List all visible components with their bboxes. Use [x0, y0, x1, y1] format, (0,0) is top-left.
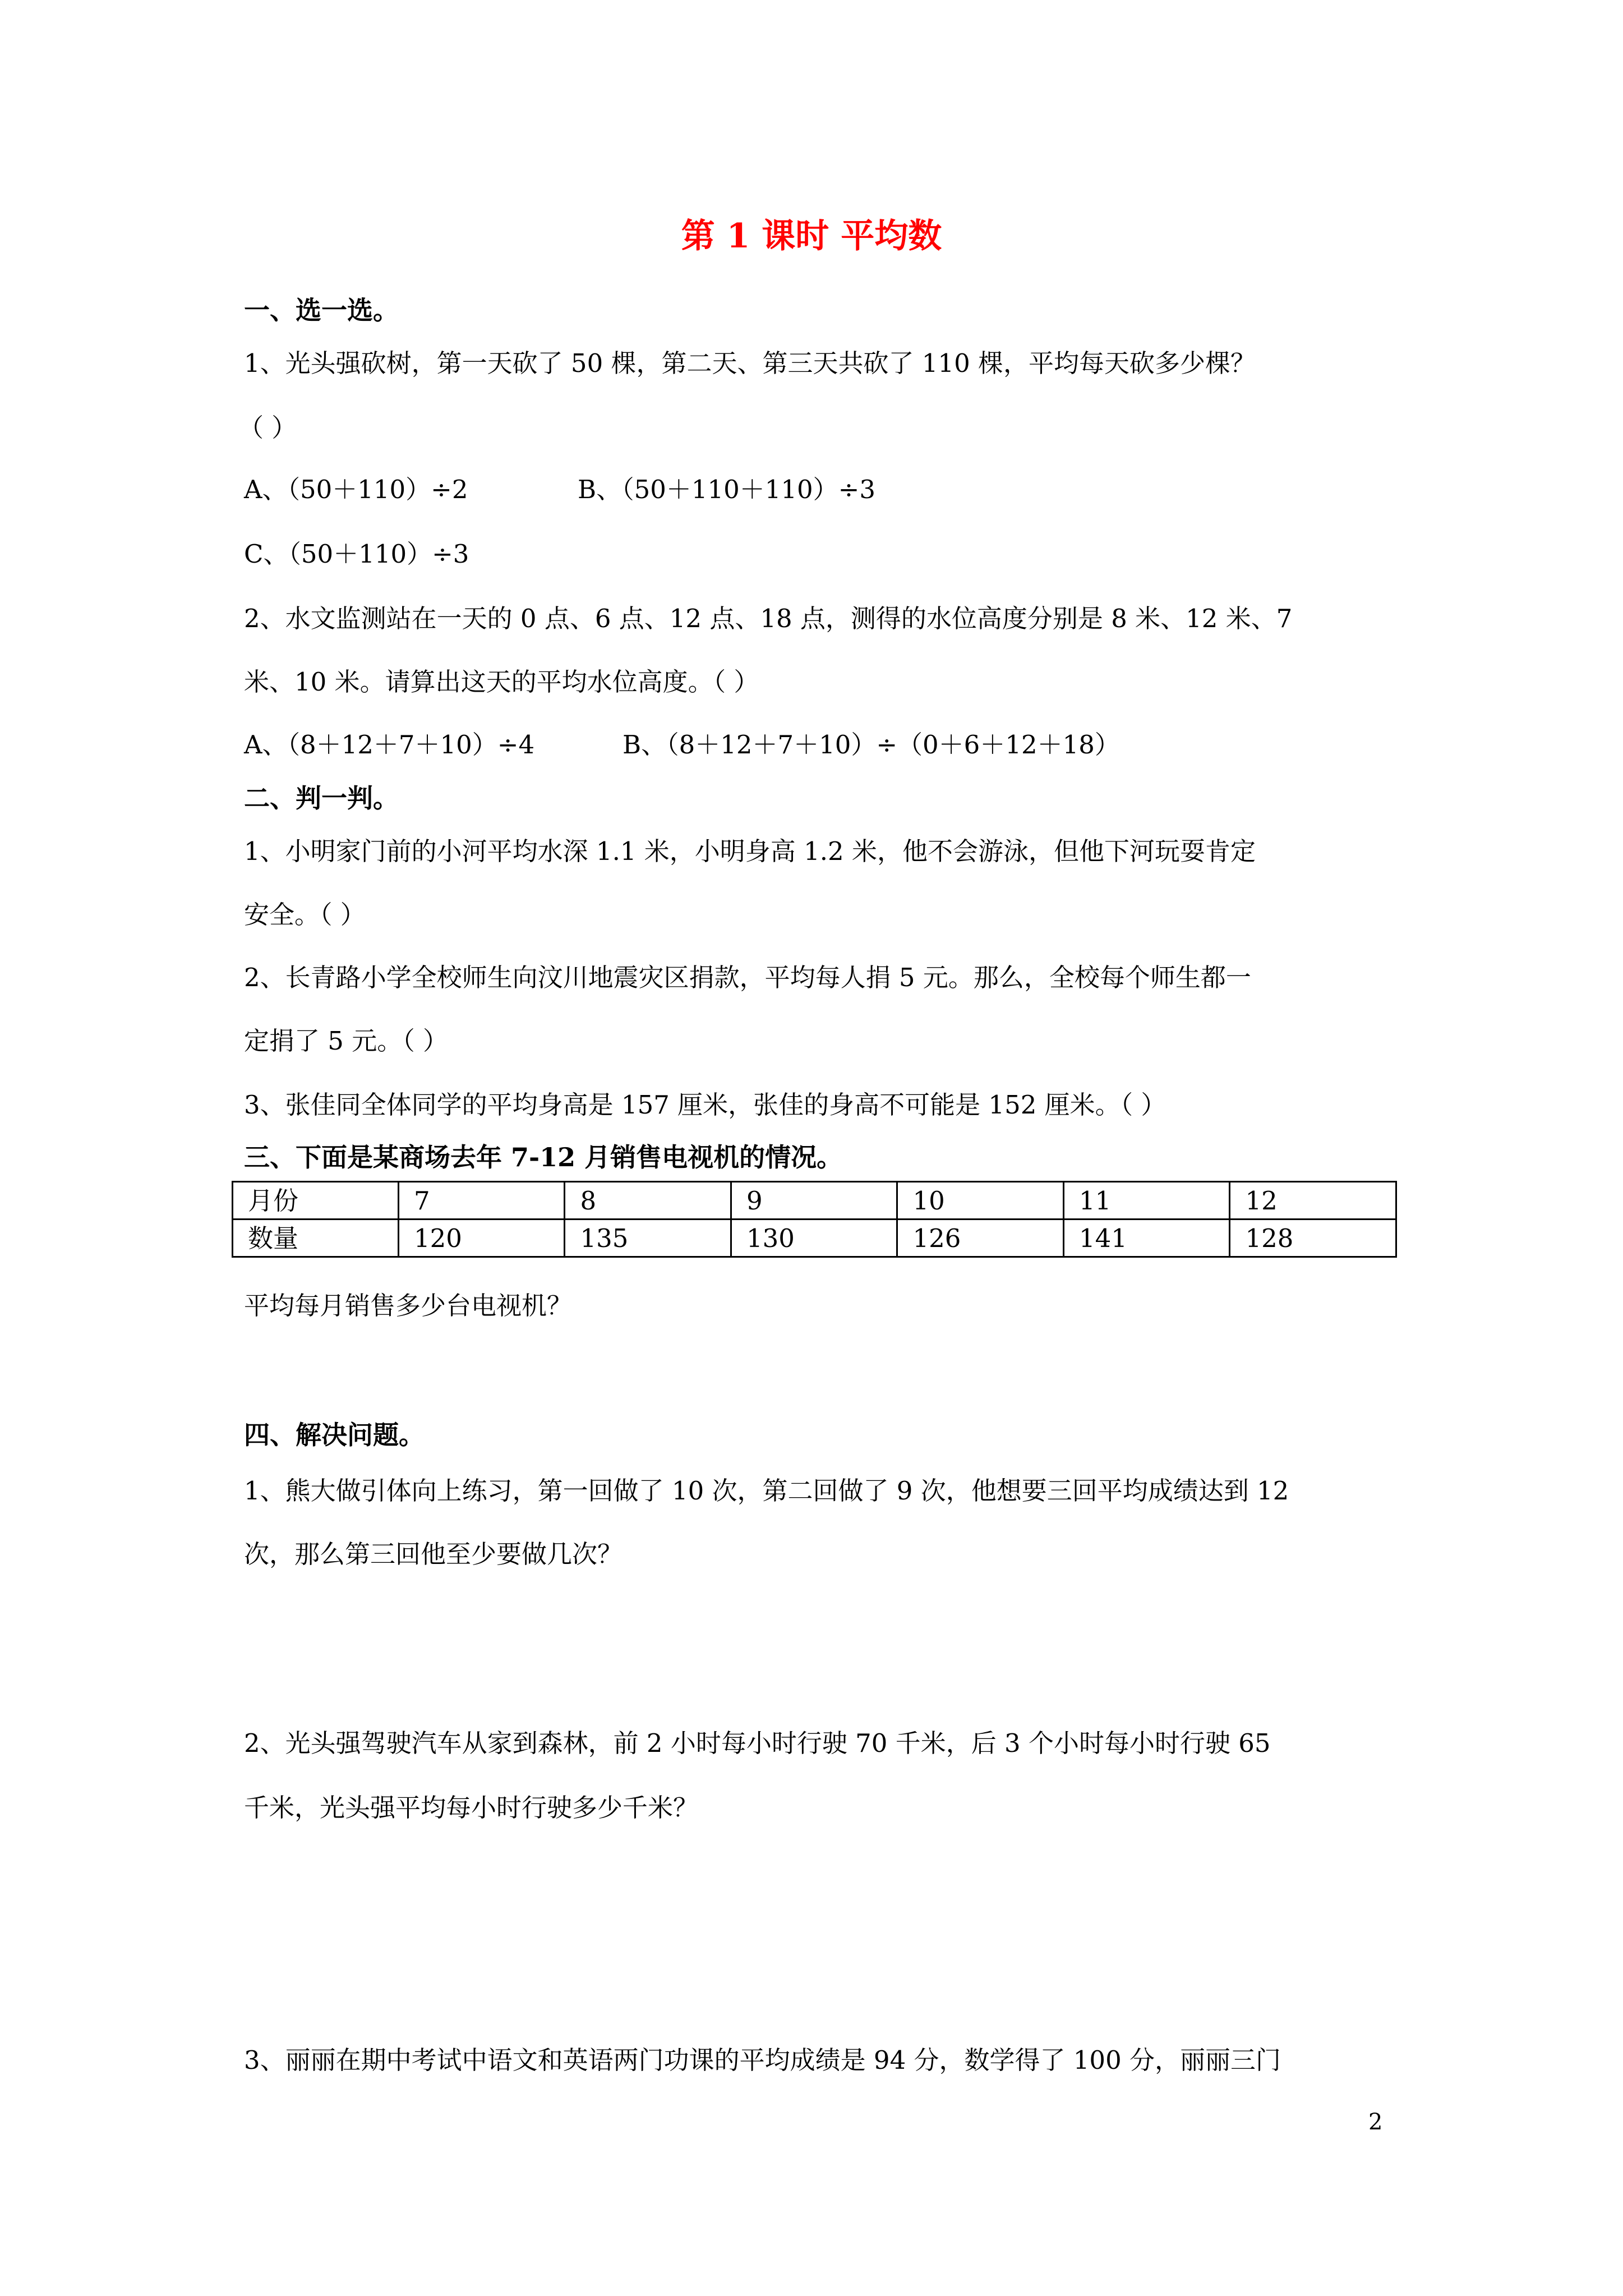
s1-q1-option-c: C、（50＋110）÷3	[244, 539, 469, 569]
table-cell-quantity-label: 数量	[233, 1220, 399, 1257]
section4-heading: 四、解决问题。	[244, 1420, 425, 1450]
s1-q1-option-a: A、（50＋110）÷2	[244, 475, 468, 504]
s1-q1-line1: 1、光头强砍树，第一天砍了 50 棵，第二天、第三天共砍了 110 棵，平均每天砍多少棵？	[244, 348, 1256, 378]
table-cell-quantity: 126	[897, 1220, 1064, 1257]
table-cell-month: 8	[565, 1182, 731, 1220]
table-cell-quantity: 130	[731, 1220, 897, 1257]
s4-q3-line1: 3、丽丽在期中考试中语文和英语两门功课的平均成绩是 94 分，数学得了 100 分，丽丽三门	[244, 2045, 1281, 2075]
section2-heading: 二、判一判。	[244, 783, 399, 813]
table-cell-month: 10	[897, 1182, 1064, 1220]
table-cell-month-label: 月份	[233, 1182, 399, 1220]
table-cell-month: 11	[1063, 1182, 1230, 1220]
s1-q2-line1: 2、水文监测站在一天的 0 点、6 点、12 点、18 点，测得的水位高度分别是 8 米、12 米、7	[244, 604, 1293, 633]
section1-heading: 一、选一选。	[244, 295, 399, 325]
sales-table	[232, 1181, 1397, 1258]
sales-table-wrapper	[244, 1181, 1397, 1258]
s2-q2-line2: 定捐了 5 元。（ ）	[244, 1026, 449, 1056]
table-cell-month: 12	[1230, 1182, 1396, 1220]
page-title: 第 1 课时 平均数	[681, 217, 942, 256]
s4-q1-line2: 次，那么第三回他至少要做几次？	[244, 1539, 623, 1569]
table-cell-quantity: 120	[398, 1220, 565, 1257]
table-cell-quantity: 135	[565, 1220, 731, 1257]
s2-q1-line1: 1、小明家门前的小河平均水深 1.1 米，小明身高 1.2 米，他不会游泳，但他下河玩耍肯定	[244, 836, 1256, 866]
table-cell-month: 9	[731, 1182, 897, 1220]
table-row	[233, 1220, 1396, 1257]
table-row	[233, 1182, 1396, 1220]
s1-q1-paren: （ ）	[238, 413, 297, 443]
s4-q2-line2: 千米，光头强平均每小时行驶多少千米？	[244, 1793, 699, 1823]
s4-q1-line1: 1、熊大做引体向上练习，第一回做了 10 次，第二回做了 9 次，他想要三回平均成绩达到 12	[244, 1476, 1289, 1506]
s2-q2-line1: 2、长青路小学全校师生向汶川地震灾区捐款，平均每人捐 5 元。那么，全校每个师生都一	[244, 963, 1251, 992]
table-cell-month: 7	[398, 1182, 565, 1220]
s1-q2-option-a: A、（8＋12＋7＋10）÷4	[244, 730, 535, 760]
s3-question: 平均每月销售多少台电视机？	[244, 1291, 573, 1320]
s2-q1-line2: 安全。（ ）	[244, 900, 366, 930]
s1-q2-option-b: B、（8＋12＋7＋10）÷（0＋6＋12＋18）	[623, 730, 1120, 760]
table-cell-quantity: 141	[1063, 1220, 1230, 1257]
s1-q2-line2: 米、10 米。请算出这天的平均水位高度。（ ）	[244, 667, 759, 697]
s4-q2-line1: 2、光头强驾驶汽车从家到森林，前 2 小时每小时行驶 70 千米，后 3 个小时每小时行驶 65	[244, 1728, 1271, 1758]
table-cell-quantity: 128	[1230, 1220, 1396, 1257]
page-number: 2	[1368, 2109, 1383, 2135]
section3-heading: 三、下面是某商场去年 7-12 月销售电视机的情况。	[244, 1142, 843, 1172]
s2-q3-line1: 3、张佳同全体同学的平均身高是 157 厘米，张佳的身高不可能是 152 厘米。（ ）	[244, 1090, 1166, 1120]
s1-q1-option-b: B、（50＋110＋110）÷3	[578, 475, 875, 504]
